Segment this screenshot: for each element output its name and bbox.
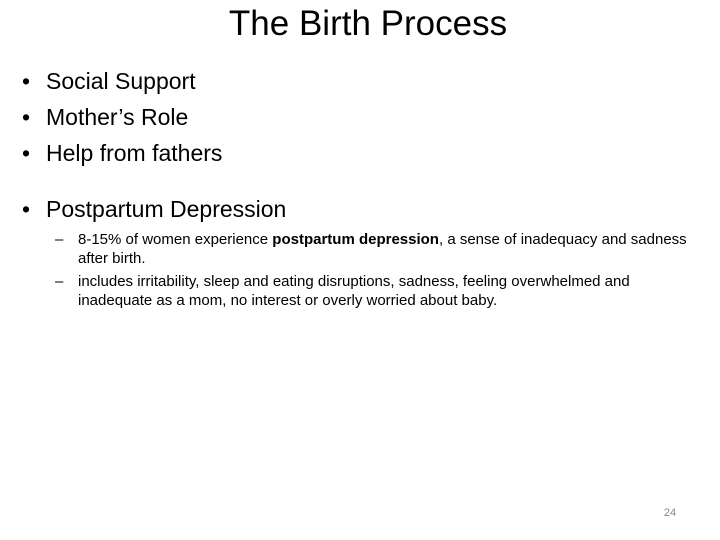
- slide-title: The Birth Process: [228, 4, 508, 43]
- bullet-text: Mother’s Role: [46, 104, 189, 130]
- bullet-marker: •: [22, 140, 31, 166]
- sub-bullet-text-part: , a sense of inadequacy and sadness after birth.: [78, 231, 687, 267]
- bullet-marker: •: [22, 104, 31, 130]
- bullet-mothers-role: [22, 102, 188, 132]
- bullet-text: Help from fathers: [46, 140, 223, 166]
- sub-bullet-text: [78, 230, 707, 268]
- bullet-social-support: [22, 66, 196, 96]
- bullet-text: Social Support: [46, 68, 196, 94]
- sub-bullet-prevalence: [55, 230, 707, 268]
- page-number: 24: [663, 507, 677, 519]
- sub-bullet-text-part: 8-15% of women experience: [78, 231, 273, 248]
- sub-bullet-text: includes irritability, sleep and eating disruptions, sadness, feeling overwhelmed and inadequate as a mom, no interest or overly worried about baby.: [78, 273, 630, 309]
- bullet-marker: •: [22, 68, 31, 94]
- bullet-help-from-fathers: [22, 138, 222, 168]
- bullet-postpartum-depression: [22, 194, 286, 224]
- sub-bullet-symptoms: [55, 272, 707, 310]
- sub-bullet-marker: –: [55, 273, 64, 290]
- sub-bullet-marker: –: [55, 231, 64, 248]
- bullet-text: Postpartum Depression: [46, 196, 287, 222]
- key-term: postpartum depression: [272, 231, 439, 248]
- bullet-marker: •: [22, 196, 31, 222]
